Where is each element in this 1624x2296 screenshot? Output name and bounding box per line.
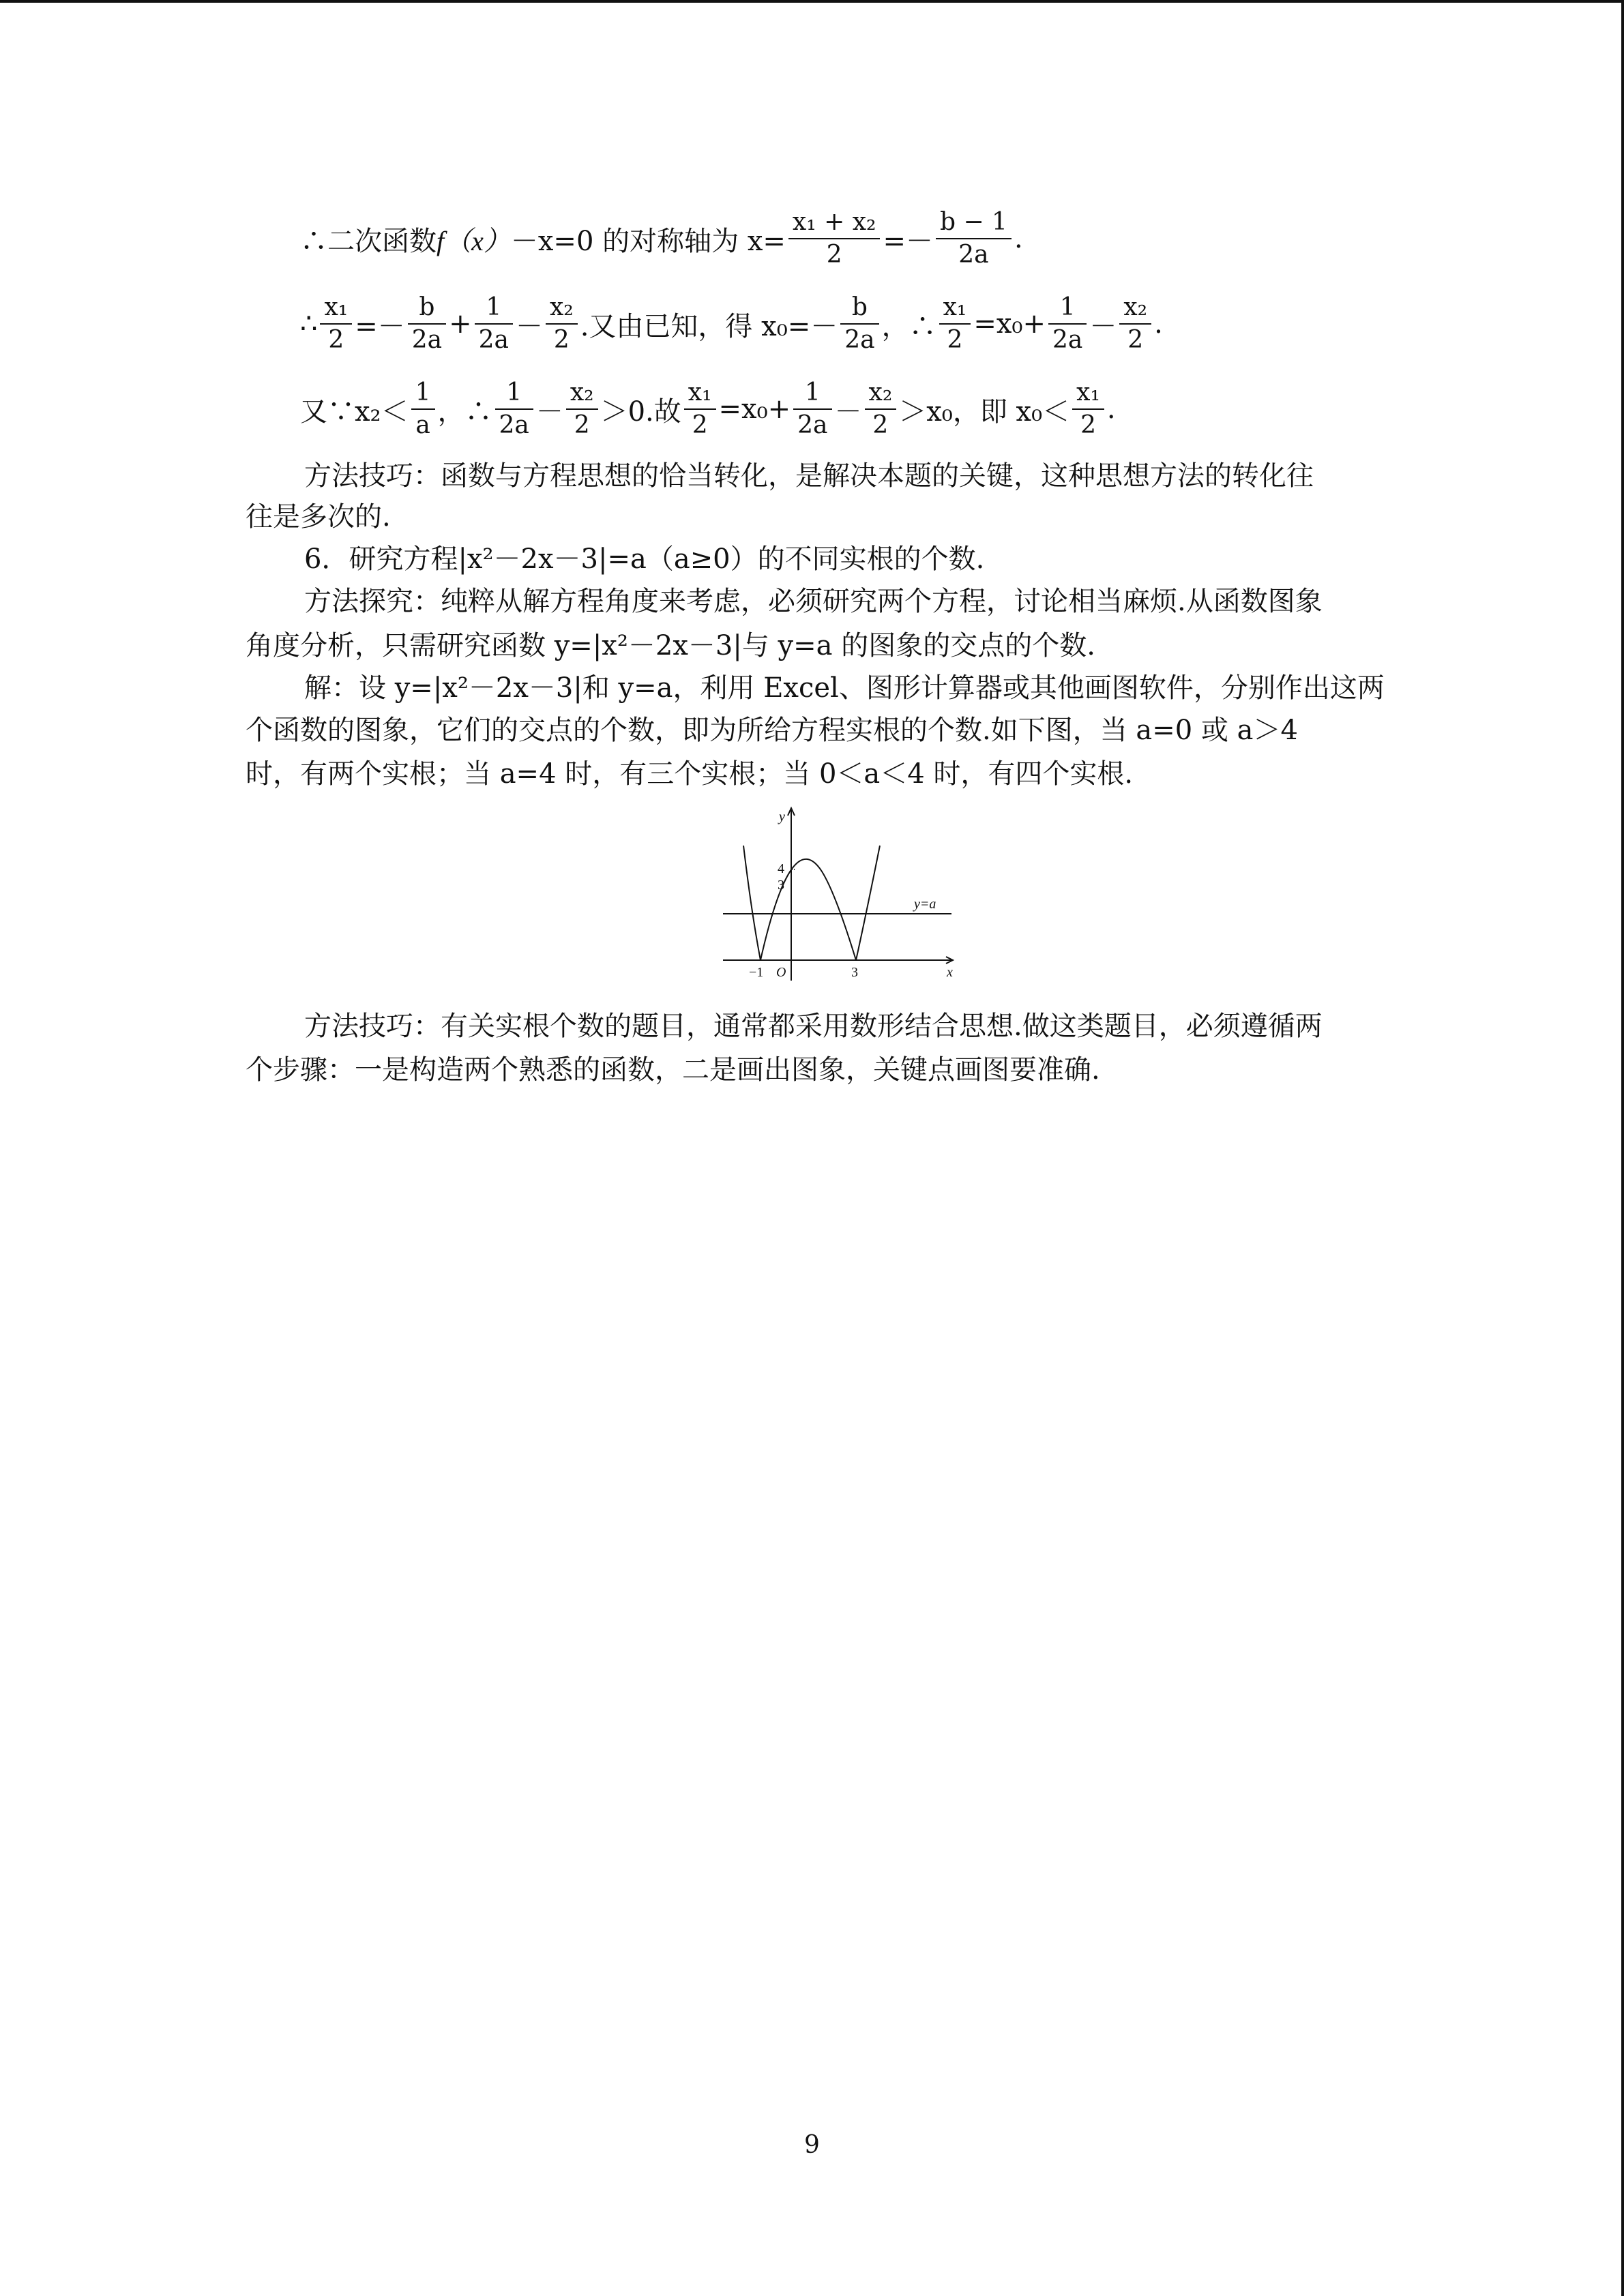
text: =－	[883, 225, 933, 257]
graph-curve-middle	[761, 859, 856, 960]
function-graph-figure	[716, 805, 962, 989]
fraction: $\frac{1}{2a}$	[495, 377, 533, 441]
fraction: $\frac{\text{x₁}}{2}$	[1072, 377, 1104, 441]
fraction: $\frac{\text{x₂}}{2}$	[566, 377, 598, 441]
text: ∴二次函数	[300, 225, 437, 257]
fraction: $\frac{b - 1}{2a}$	[936, 207, 1012, 271]
fraction: $\frac{\text{x₂}}{2}$	[546, 292, 578, 356]
text: ，∴	[437, 396, 492, 428]
text: .	[1014, 223, 1023, 254]
formula-line-3	[300, 372, 1116, 447]
fraction: $\frac{\text{x₁ + x₂}}{2}$	[788, 207, 881, 271]
origin-label: O	[776, 965, 786, 980]
fraction: $\frac{\text{x₂}}{2}$	[1119, 292, 1151, 356]
method-tip-paragraph-2-cont: 个步骤：一是构造两个熟悉的函数，二是画出图象，关键点画图要准确.	[246, 1054, 1100, 1086]
fraction: $\frac{1}{2a}$	[793, 377, 831, 441]
method-tip-paragraph-1-cont: 往是多次的.	[246, 501, 391, 533]
fraction: $\frac{1}{2a}$	[475, 292, 513, 356]
page-right-border	[1621, 0, 1624, 2296]
fraction: $\frac{1}{2a}$	[1048, 292, 1087, 356]
text: =－	[355, 310, 405, 342]
tick-label-4: 4	[778, 861, 784, 876]
tick-label-neg1: −1	[749, 965, 764, 980]
text: ＞x₀，即 x₀＜	[899, 396, 1070, 428]
graph-curve-right	[856, 846, 880, 960]
page-number: 9	[804, 2131, 820, 2159]
x-axis-label: x	[947, 965, 953, 980]
y-axis-label: y	[779, 809, 785, 824]
solution-paragraph: 解：设 y=|x²－2x－3|和 y=a，利用 Excel、图形计算器或其他画图软件，分别作出这两	[304, 672, 1385, 704]
tick-label-3: 3	[778, 878, 784, 893]
fraction: $\frac{b}{2a}$	[408, 292, 446, 356]
method-tip-paragraph-2: 方法技巧：有关实根个数的题目，通常都采用数形结合思想.做这类题目，必须遵循两	[304, 1011, 1323, 1042]
fraction: $\frac{\text{x₁}}{2}$	[939, 292, 971, 356]
text: ∴	[300, 308, 318, 340]
line-label: y=a	[914, 897, 936, 912]
text: ＞0.故	[600, 396, 681, 428]
fraction: $\frac{\text{x₁}}{2}$	[320, 292, 352, 356]
fraction: $\frac{\text{x₁}}{2}$	[684, 377, 716, 441]
solution-paragraph-cont-2: 时，有两个实根；当 a=4 时，有三个实根；当 0＜a＜4 时，有四个实根.	[246, 758, 1134, 790]
text: +	[449, 308, 472, 340]
text: 又∵x₂＜	[300, 396, 409, 428]
text: =x₀+	[718, 393, 791, 425]
text: .	[1154, 308, 1163, 340]
method-tip-paragraph-1: 方法技巧：函数与方程思想的恰当转化，是解决本题的关键，这种思想方法的转化往	[304, 460, 1314, 492]
graph-curve-left	[743, 846, 761, 960]
formula-line-2	[300, 286, 1163, 361]
text: －	[834, 396, 862, 428]
text: f（x）	[437, 225, 511, 256]
text: －	[1089, 310, 1117, 342]
text: －	[515, 310, 543, 342]
fraction: $\frac{1}{a}$	[411, 377, 435, 441]
text: －	[535, 396, 563, 428]
fraction: $\frac{b}{2a}$	[840, 292, 879, 356]
formula-line-1	[300, 201, 1023, 276]
text: －x=0 的对称轴为 x=	[510, 225, 786, 257]
text: .又由已知，得 x₀=－	[580, 310, 838, 342]
text: ，∴	[881, 310, 936, 342]
fraction: $\frac{\text{x₂}}{2}$	[865, 377, 897, 441]
solution-paragraph-cont-1: 个函数的图象，它们的交点的个数，即为所给方程实根的个数.如下图，当 a=0 或 a＞4	[246, 715, 1298, 746]
text: .	[1106, 393, 1116, 425]
page-top-border	[0, 0, 1624, 3]
method-explore-paragraph: 方法探究：纯粹从解方程角度来考虑，必须研究两个方程，讨论相当麻烦.从函数图象	[304, 586, 1323, 617]
tick-label-x3: 3	[851, 965, 858, 980]
question-6: 6．研究方程|x²－2x－3|=a（a≥0）的不同实根的个数.	[304, 543, 985, 575]
method-explore-paragraph-cont: 角度分析，只需研究函数 y=|x²－2x－3|与 y=a 的图象的交点的个数.	[246, 630, 1095, 661]
text: =x₀+	[973, 308, 1046, 340]
